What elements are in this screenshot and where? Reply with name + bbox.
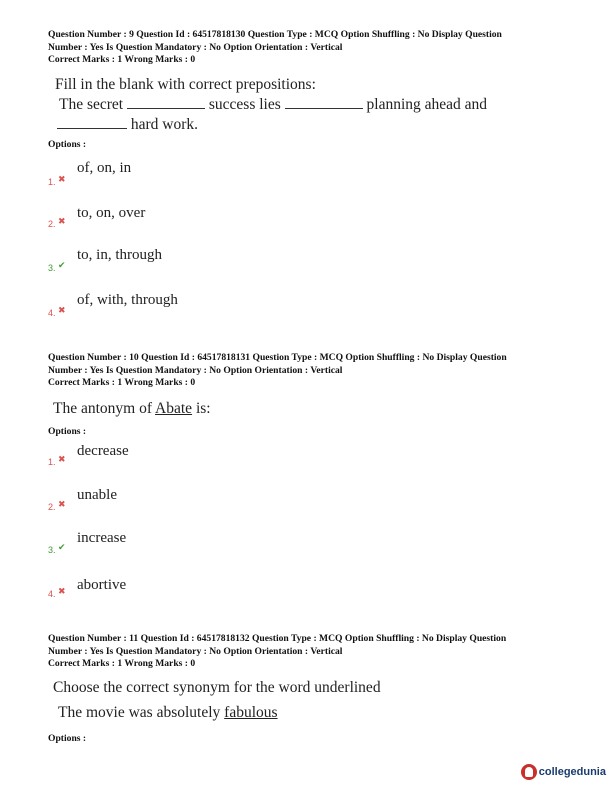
question-meta-line: Number : Yes Is Question Mandatory : No Option Orientation : Vertical	[48, 645, 343, 657]
question-10	[48, 352, 568, 390]
underlined-word: fabulous	[224, 704, 278, 721]
options-label: Options :	[48, 139, 87, 150]
stem-text: The antonym of	[53, 400, 153, 417]
wrong-icon: ✖	[58, 586, 66, 596]
underlined-word: Abate	[155, 400, 193, 417]
option-number: 4.	[48, 589, 56, 599]
option-text: to, on, over	[77, 205, 146, 221]
stem-text: is:	[195, 400, 211, 417]
option-3[interactable]	[48, 247, 448, 277]
correct-check-icon: ✔	[58, 260, 66, 270]
option-number: 2.	[48, 219, 56, 229]
correct-check-icon: ✔	[58, 542, 66, 552]
option-text: of, with, through	[77, 292, 178, 308]
marks-line: Correct Marks : 1 Wrong Marks : 0	[48, 54, 196, 65]
blank	[57, 114, 127, 129]
option-4[interactable]	[48, 577, 448, 607]
option-number: 2.	[48, 502, 56, 512]
blank	[127, 94, 205, 109]
option-number: 4.	[48, 308, 56, 318]
option-text: decrease	[77, 443, 129, 459]
wrong-icon: ✖	[58, 216, 66, 226]
logo-text: collegedunia	[538, 766, 606, 778]
marks-line: Correct Marks : 1 Wrong Marks : 0	[48, 658, 196, 669]
option-1[interactable]	[48, 443, 448, 473]
wrong-icon: ✖	[58, 454, 66, 464]
option-number: 1.	[48, 177, 56, 187]
option-text: increase	[77, 530, 127, 546]
stem-text: hard work.	[130, 116, 199, 133]
question-meta-line: Question Number : 9 Question Id : 64517818130 Question Type : MCQ Option Shuffling : No Display Question	[48, 29, 502, 40]
question-meta-line: Number : Yes Is Question Mandatory : No Option Orientation : Vertical	[48, 41, 343, 53]
stem-instruction: Choose the correct synonym for the word underlined	[53, 679, 381, 696]
blank	[285, 94, 363, 109]
marks-line: Correct Marks : 1 Wrong Marks : 0	[48, 377, 196, 388]
option-4[interactable]	[48, 292, 448, 322]
question-meta-line: Question Number : 10 Question Id : 64517818131 Question Type : MCQ Option Shuffling : No Display Question	[48, 352, 507, 363]
question-10-stem	[53, 399, 211, 418]
question-11	[48, 633, 568, 671]
option-text: abortive	[77, 577, 127, 593]
option-number: 1.	[48, 457, 56, 467]
logo-icon	[521, 764, 537, 780]
options-label: Options :	[48, 426, 87, 437]
question-meta-line: Question Number : 11 Question Id : 64517818132 Question Type : MCQ Option Shuffling : No Display Question	[48, 633, 507, 644]
collegedunia-logo	[521, 764, 606, 780]
option-text: to, in, through	[77, 247, 162, 263]
wrong-icon: ✖	[58, 499, 66, 509]
option-3[interactable]	[48, 530, 448, 560]
option-number: 3.	[48, 545, 56, 555]
stem-text: success lies	[208, 96, 281, 113]
stem-text: The movie was absolutely	[58, 704, 221, 721]
wrong-icon: ✖	[58, 305, 66, 315]
stem-text: planning ahead and	[366, 96, 488, 113]
option-text: of, on, in	[77, 160, 132, 176]
wrong-icon: ✖	[58, 174, 66, 184]
option-2[interactable]	[48, 205, 448, 235]
option-2[interactable]	[48, 487, 448, 517]
option-number: 3.	[48, 263, 56, 273]
stem-instruction: Fill in the blank with correct prepositions:	[55, 76, 316, 93]
question-meta-line: Number : Yes Is Question Mandatory : No Option Orientation : Vertical	[48, 364, 343, 376]
question-9	[48, 29, 568, 67]
options-label: Options :	[48, 733, 87, 744]
stem-text: The secret	[59, 96, 124, 113]
question-9-stem	[55, 75, 535, 134]
question-11-stem	[53, 678, 533, 722]
option-1[interactable]	[48, 160, 448, 190]
option-text: unable	[77, 487, 117, 503]
